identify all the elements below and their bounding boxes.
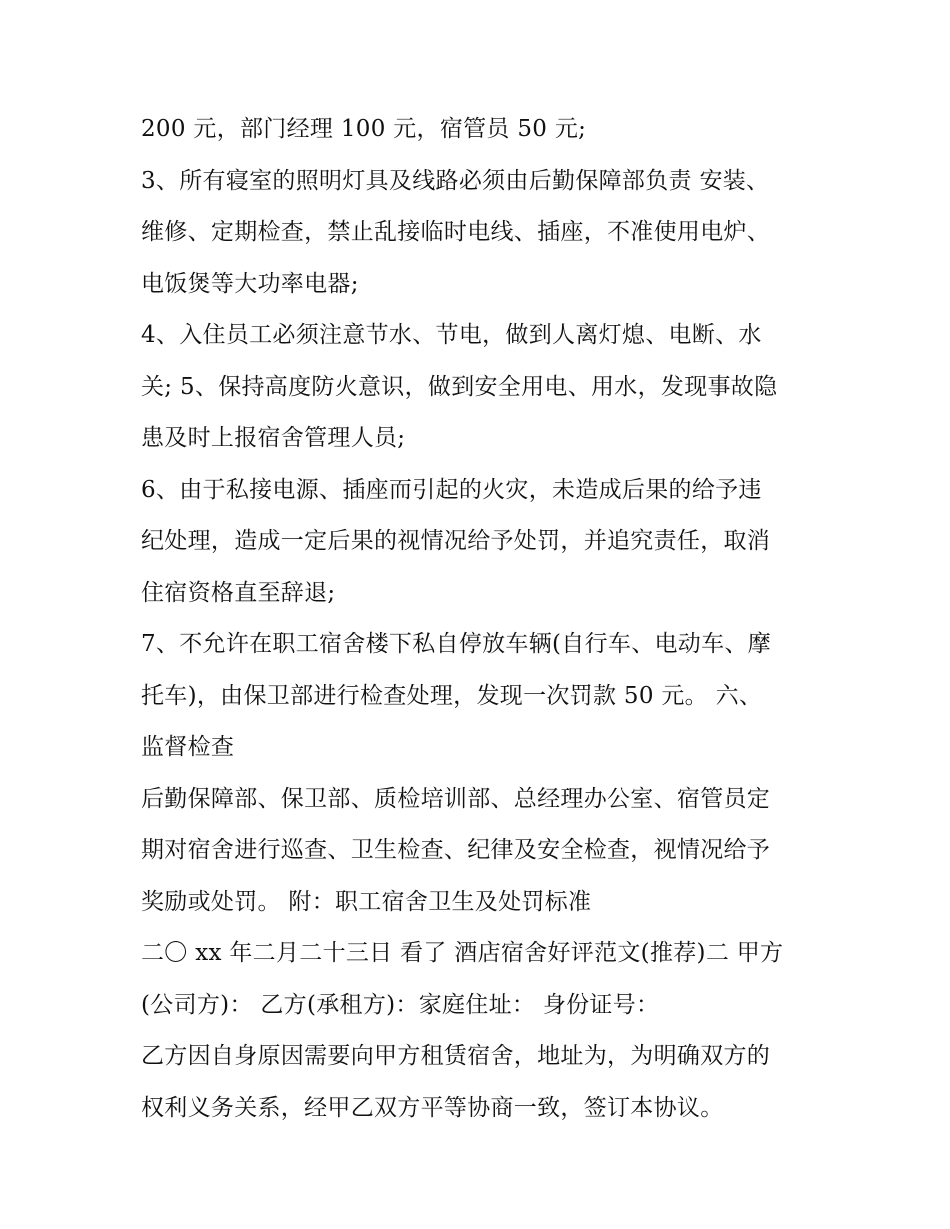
text-line: 乙方因自身原因需要向甲方租赁宿舍，地址为，为明确双方的 [141, 1043, 771, 1069]
text-line: (公司方)： 乙方(承租方)：家庭住址： 身份证号： [141, 991, 660, 1018]
document-body [141, 104, 821, 1134]
text-line: 托车)，由保卫部进行检查处理，发现一次罚款 50 元。 六、 [141, 682, 763, 709]
text-line: 4、入住员工必须注意节水、节电，做到人离灯熄、电断、水 [141, 322, 762, 348]
text-line: 住宿资格直至辞退; [141, 579, 336, 606]
text-line: 维修、定期检查，禁止乱接临时电线、插座，不准使用电炉、 [141, 219, 771, 245]
text-line: 200 元，部门经理 100 元，宿管员 50 元; [141, 116, 587, 142]
text-line: 3、所有寝室的照明灯具及线路必须由后勤保障部负责 安装、 [141, 167, 770, 194]
text-line: 奖励或处罚。 附：职工宿舍卫生及处罚标准 [141, 888, 592, 915]
text-line: 7、不允许在职工宿舍楼下私自停放车辆(自行车、电动车、摩 [141, 631, 772, 657]
text-line: 患及时上报宿舍管理人员; [141, 425, 406, 451]
text-line: 后勤保障部、保卫部、质检培训部、总经理办公室、宿管员定 [141, 785, 771, 812]
text-line: 关; 5、保持高度防火意识，做到安全用电、用水，发现事故隐 [141, 373, 778, 400]
text-line: 电饭煲等大功率电器; [141, 270, 359, 297]
text-line: 二〇 xx 年二月二十三日 看了 酒店宿舍好评范文(推荐)二 甲方 [141, 940, 784, 966]
section-heading: 监督检查 [141, 734, 235, 760]
text-line: 纪处理，造成一定后果的视情况给予处罚，并追究责任，取消 [141, 528, 771, 554]
text-line: 6、由于私接电源、插座而引起的火灾，未造成后果的给予违 [141, 476, 762, 503]
text-line: 权利义务关系，经甲乙双方平等协商一致，签订本协议。 [141, 1094, 724, 1121]
text-line: 期对宿舍进行巡查、卫生检查、纪律及安全检查，视情况给予 [141, 837, 771, 863]
